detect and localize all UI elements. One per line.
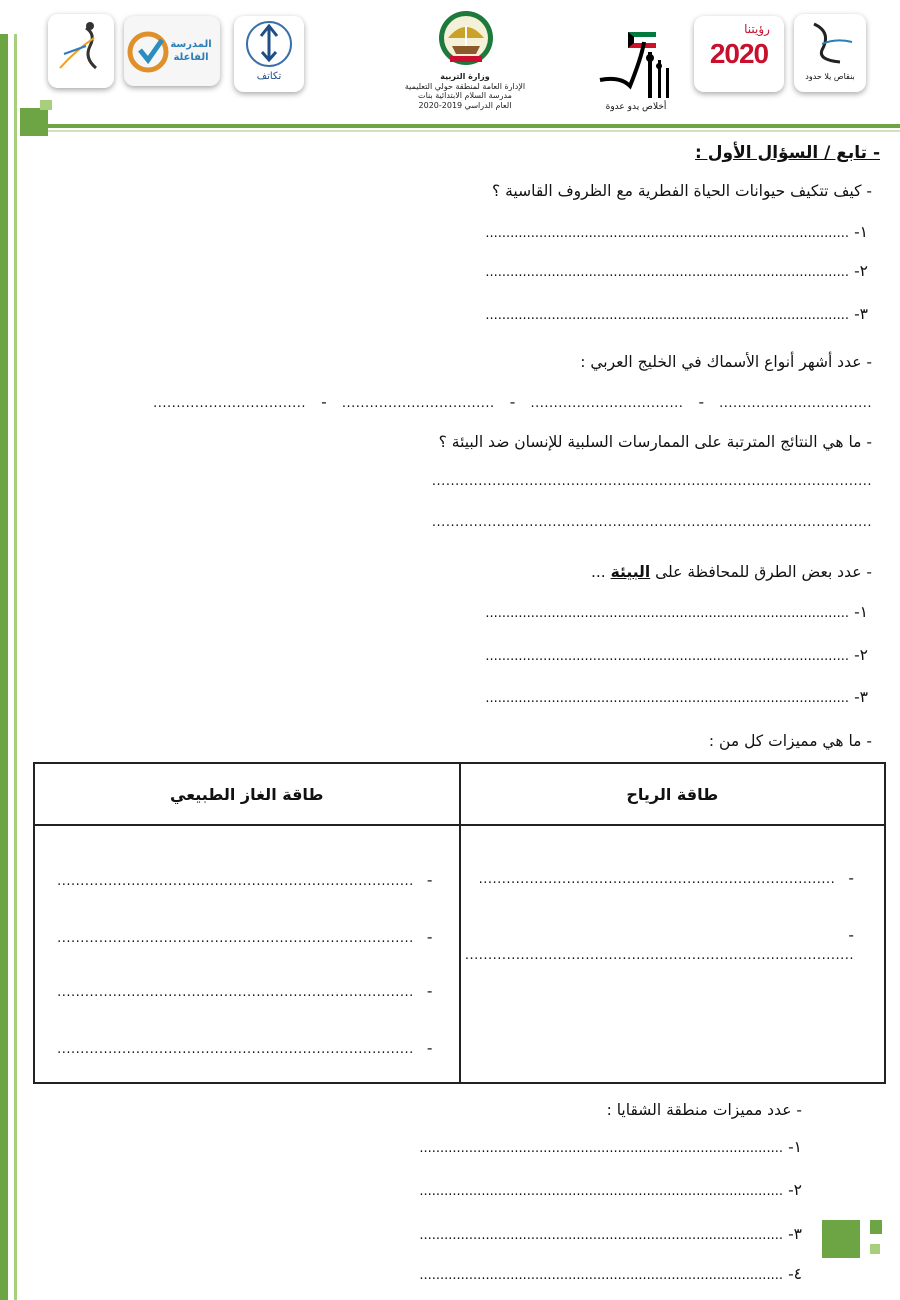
gas-line-2 [57, 927, 432, 946]
q2-answers [153, 392, 872, 411]
q4-answer-3 [485, 687, 868, 706]
gas-answer-line-4[interactable]: ............................................................................. [57, 1042, 414, 1057]
q1-number-1: ١- [854, 223, 868, 241]
q6-number-4: ٤- [788, 1265, 802, 1283]
wind-bullet-2: - [848, 926, 854, 944]
directorate-name: الإدارة العامة لمنطقة حولي التعليمية [404, 81, 526, 91]
q6-answer-line-2[interactable]: ........................................................................................ [419, 1184, 783, 1199]
q6-answer-line-4[interactable]: ........................................................................................ [419, 1268, 783, 1283]
gas-answer-line-3[interactable]: ............................................................................. [57, 985, 414, 1000]
q1-answer-1 [485, 222, 868, 241]
q1-answer-2 [485, 261, 868, 280]
q2-answer-line-3[interactable]: ................................. [341, 396, 495, 411]
q2-dash-1: - [698, 393, 705, 411]
q4-number-2: ٢- [854, 646, 868, 664]
question-5: - ما هي مميزات كل من : [708, 732, 872, 750]
q6-number-3: ٣- [788, 1225, 802, 1243]
wind-line-2 [461, 925, 854, 963]
wind-answer-line-1[interactable]: ............................................................................. [478, 872, 836, 887]
q2-answer-line-1[interactable]: ................................. [719, 396, 872, 411]
q6-answer-3 [419, 1224, 802, 1243]
q1-answer-line-3[interactable]: ........................................................................................ [485, 308, 849, 323]
question-2: - عدد أشهر أنواع الأسماك في الخليج العربي : [580, 353, 872, 371]
question-3: - ما هي النتائج المترتبة على الممارسات السلبية للإنسان ضد البيئة ؟ [438, 433, 872, 451]
gas-line-1 [57, 870, 432, 889]
skyline-caption: أخلاص يدو عدوة [605, 102, 667, 112]
gas-bullet-3: - [426, 982, 433, 1000]
effective-school-logo [124, 16, 220, 86]
q6-answer-4 [419, 1264, 802, 1283]
corner-square-small [40, 100, 52, 110]
vision-word: رؤيتنا [744, 22, 770, 36]
left-green-bar [0, 34, 8, 1300]
bird-icon [794, 14, 866, 70]
q6-number-1: ١- [788, 1138, 802, 1156]
wind-bullet-1: - [848, 869, 854, 887]
col-wind-title: طاقة الرياح [626, 784, 719, 804]
q1-answer-3 [485, 304, 868, 323]
kuwait-towers-icon [592, 8, 676, 104]
bird-logo-caption: بنقاص يلا حدود [805, 72, 855, 81]
q4-text-before: - عدد بعض الطرق للمحافظة على [650, 563, 872, 581]
effective-school-text: المدرسة الفاعلة [170, 39, 212, 63]
q2-answer-line-2[interactable]: ................................. [530, 396, 684, 411]
section-title: - تابع / السؤال الأول : [695, 143, 880, 163]
q2-answer-line-4[interactable]: ................................. [153, 396, 307, 411]
q4-answer-line-2[interactable]: ........................................................................................ [485, 649, 849, 664]
takatof-logo [234, 16, 304, 92]
features-table [33, 762, 886, 1084]
vision-2020-logo [694, 16, 784, 92]
header-green-rule [40, 124, 900, 128]
wind-line-1 [479, 868, 854, 887]
table-header-natural-gas [34, 763, 460, 825]
gas-bullet-4: - [426, 1039, 433, 1057]
question-1: - كيف تتكيف حيوانات الحياة الفطرية مع الظروف القاسية ؟ [491, 182, 872, 200]
q1-answer-line-1[interactable]: ........................................................................................ [485, 226, 849, 241]
athlete-icon [48, 14, 114, 88]
school-name: مدرسة السلام الابتدائية بنات [418, 91, 512, 100]
q4-answer-2 [485, 645, 868, 664]
q6-answer-2 [419, 1180, 802, 1199]
q2-dash-2: - [509, 393, 516, 411]
col-natural-gas-title: طاقة الغاز الطبيعي [170, 784, 324, 804]
bird-logo [794, 14, 866, 92]
q6-answer-line-1[interactable]: ........................................................................................ [419, 1141, 783, 1156]
header-green-rule-thin [40, 130, 900, 132]
kuwait-emblem [436, 8, 496, 74]
corner-square-large [20, 108, 48, 136]
q4-answer-1 [485, 602, 868, 621]
ministry-block [380, 72, 550, 110]
q4-text-after: ... [590, 563, 611, 581]
q6-answer-1 [419, 1137, 802, 1156]
gas-bullet-2: - [426, 928, 433, 946]
gas-line-3 [57, 981, 432, 1000]
vision-year: 2020 [709, 38, 769, 69]
q4-number-3: ٣- [854, 688, 868, 706]
q6-number-2: ٢- [788, 1181, 802, 1199]
footer-square-top [870, 1220, 882, 1234]
question-6: - عدد مميزات منطقة الشقايا : [606, 1101, 802, 1119]
athlete-logo [48, 14, 114, 88]
gas-answer-line-2[interactable]: ............................................................................. [57, 931, 414, 946]
academic-year: العام الدراسي 2019-2020 [418, 100, 512, 110]
left-green-stripe [14, 34, 17, 1300]
q4-underlined-word: البيئة [610, 563, 651, 581]
wind-cell [460, 825, 885, 1083]
q3-answer-line-2[interactable]: ............................................................................................... [431, 515, 872, 530]
natural-gas-cell [34, 825, 460, 1083]
footer-square-large [822, 1220, 860, 1258]
gas-line-4 [57, 1038, 432, 1057]
wind-answer-line-2[interactable]: .................................................................................... [464, 948, 854, 963]
skyline-logo [592, 8, 676, 118]
q3-answer-line-1[interactable]: ............................................................................................... [431, 474, 872, 489]
q1-number-3: ٣- [854, 305, 868, 323]
emblem-icon [436, 8, 496, 74]
question-4 [591, 563, 872, 581]
table-header-wind [460, 763, 885, 825]
footer-square-bottom [870, 1244, 880, 1254]
q1-number-2: ٢- [854, 262, 868, 280]
q4-answer-line-3[interactable]: ........................................................................................ [485, 691, 849, 706]
takatof-text: تكاتف [256, 71, 282, 82]
gas-bullet-1: - [426, 871, 433, 889]
q6-answer-line-3[interactable]: ........................................................................................ [419, 1228, 783, 1243]
q4-answer-line-1[interactable]: ........................................................................................ [485, 606, 849, 621]
gas-answer-line-1[interactable]: ............................................................................. [57, 874, 414, 889]
ministry-name: وزارة التربية [440, 72, 490, 81]
q4-number-1: ١- [854, 603, 868, 621]
q1-answer-line-2[interactable]: ........................................................................................ [485, 265, 849, 280]
q2-dash-3: - [321, 393, 327, 411]
